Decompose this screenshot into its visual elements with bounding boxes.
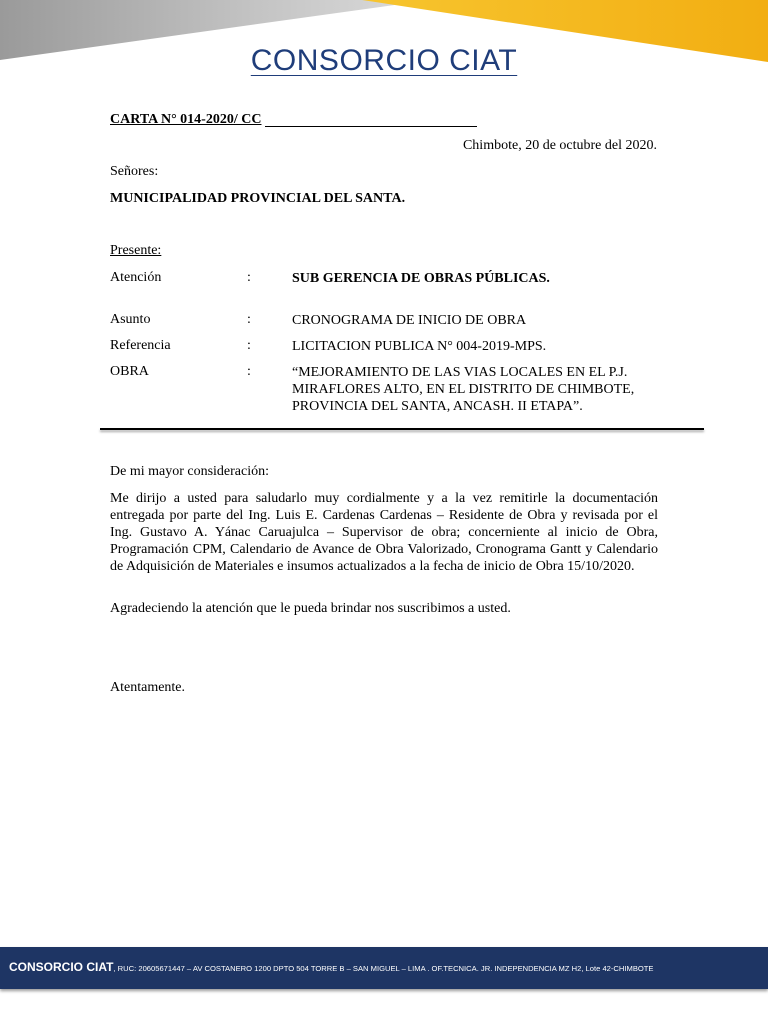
salutation-to: Señores: [110, 164, 159, 179]
company-title: CONSORCIO CIAT [250, 44, 518, 77]
presente-label: Presente: [110, 243, 162, 258]
field-colon: : [247, 270, 251, 285]
field-label-atencion: Atención [110, 270, 162, 285]
letter-reference-number: CARTA N° 014-2020/ CC [110, 112, 262, 127]
field-value-obra: “MEJORAMIENTO DE LAS VIAS LOCALES EN EL P.J. MIRAFLORES ALTO, EN EL DISTRITO DE CHIMBOTE, PROVINCIA DEL SANTA, ANCASH. II ETAPA”. [292, 365, 635, 414]
field-value-atencion: SUB GERENCIA DE OBRAS PÚBLICAS. [292, 271, 550, 286]
letter-date: Chimbote, 20 de octubre del 2020. [462, 138, 657, 153]
footer-details: , RUC: 20605671447 – AV COSTANERO 1200 DPTO 504 TORRE B – SAN MIGUEL – LIMA . OF.TECNICA. JR. INDEPENDENCIA MZ H2, Lote 42-CHIMBOTE [113, 964, 654, 973]
field-value-referencia: LICITACION PUBLICA N° 004-2019-MPS. [292, 339, 547, 354]
footer-text [9, 960, 654, 974]
greeting: De mi mayor consideración: [110, 464, 270, 479]
field-value-asunto: CRONOGRAMA DE INICIO DE OBRA [292, 313, 527, 328]
reference-underline [265, 126, 477, 127]
body-paragraph: Me dirijo a usted para saludarlo muy cordialmente y a la vez remitirle la documentación entregada por parte del Ing. Luis E. Cardenas Cardenas – Residente de Obra y revisada por el Ing. Gustavo A. Yánac Caruajulca – Supervisor de obra; concerniente al inicio de Obra, Programación CPM, Calendario de Avance de Obra Valorizado, Cronograma Gantt y Calendario de Adquisición de Materiales e insumos actualizados a la fecha de inicio de Obra 15/10/2020. [110, 491, 658, 574]
field-label-asunto: Asunto [110, 312, 151, 327]
field-colon: : [247, 312, 251, 327]
closing: Atentamente. [110, 680, 186, 695]
footer-brand: CONSORCIO CIAT [9, 960, 114, 974]
field-colon: : [247, 364, 251, 379]
recipient-name: MUNICIPALIDAD PROVINCIAL DEL SANTA. [110, 191, 406, 206]
header-divider [100, 428, 704, 430]
field-label-referencia: Referencia [110, 338, 171, 353]
thanks-paragraph: Agradeciendo la atención que le pueda brindar nos suscribimos a usted. [110, 601, 511, 616]
field-label-obra: OBRA [110, 364, 149, 379]
field-colon: : [247, 338, 251, 353]
footer-bar [0, 947, 768, 989]
